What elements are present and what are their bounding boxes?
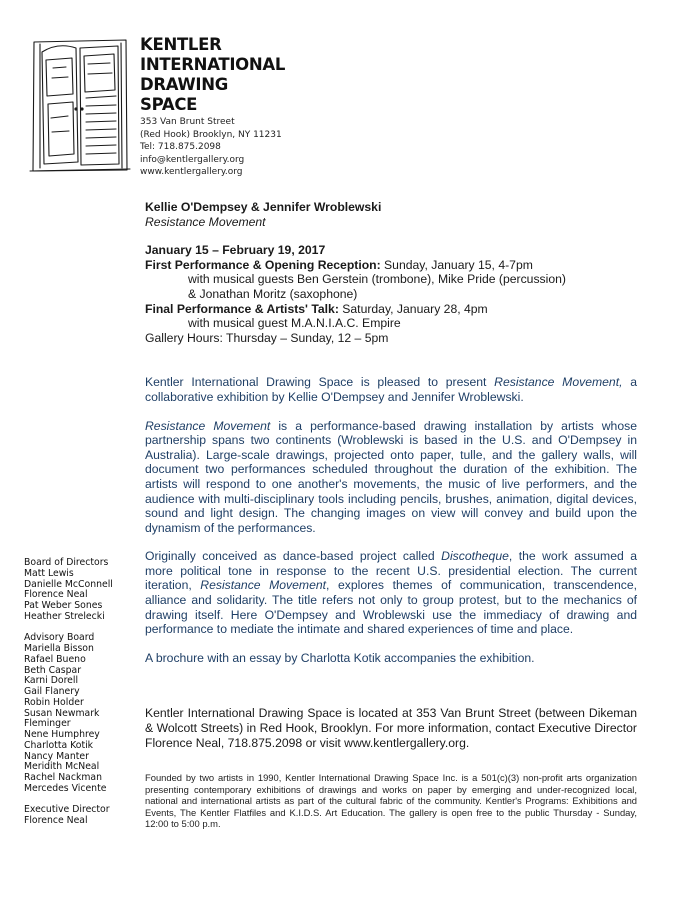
opening-label: First Performance & Opening Reception: — [145, 257, 381, 272]
concept-text: , the work assumed a more political tone in response to the recent U.S. presidential election. The current iteration, — [145, 549, 637, 593]
advisory-member: Robin Holder — [24, 696, 84, 708]
address-city: (Red Hook) Brooklyn, NY 11231 — [140, 129, 282, 140]
opening-reception — [145, 258, 637, 273]
brochure-paragraph: A brochure with an essay by Charlotta Kotik accompanies the exhibition. — [145, 650, 535, 665]
opening-guests-line: & Jonathan Moritz (saxophone) — [188, 286, 358, 301]
board-heading: Board of Directors — [24, 557, 109, 568]
concept-paragraph — [145, 549, 637, 637]
advisory-member: Mercedes Vicente — [24, 782, 107, 794]
board-member: Pat Weber Sones — [24, 600, 103, 611]
advisory-member: Meridith McNeal — [24, 761, 100, 773]
advisory-member: Susan Newmark — [24, 707, 100, 719]
advisory-member: Nene Humphrey — [24, 729, 100, 740]
advisory-heading: Advisory Board — [24, 632, 95, 644]
concept-title: Resistance Movement — [200, 578, 327, 593]
board-member: Heather Strelecki — [24, 610, 105, 622]
gallery-address — [140, 116, 282, 179]
concept-text: , explores themes of communication, transcendence, alliance and solidarity. The title refers not only to group protest, but to the mechanics of drawing itself. Here O'Dempsey and Wroblewski use the immediacy of drawing and performance to mediate the intimate and shared experiences of time and place. — [145, 578, 637, 637]
intro-text: a collaborative exhibition by Kellie O'Dempsey and Jennifer Wroblewski. — [145, 375, 637, 404]
location-paragraph: Kentler International Drawing Space is located at 353 Van Brunt Street (between Dikeman & Wolcott Streets) in Red Hook, Brooklyn. For more information, contact Executive Director Florence Neal, 718.875.2098 or visit www.kentlergallery.org. — [145, 706, 637, 750]
executive-director-name: Florence Neal — [24, 815, 88, 826]
exhibition-title: Resistance Movement — [145, 214, 266, 229]
executive-heading: Executive Director — [24, 804, 110, 816]
gallery-doorway-drawing — [28, 34, 132, 174]
address-phone: Tel: 718.875.2098 — [140, 142, 221, 153]
organization-footnote: Founded by two artists in 1990, Kentler International Drawing Space Inc. is a 501(c)(3) non-profit arts organization presenting contemporary exhibitions of drawings and works on paper by emerging and under-recognized local, national and international artists as part of the cultural fabric of the community. Kentler's Programs: Exhibitions and Events, The Kentler Flatfiles and K.I.D.S. Art Education. The gallery is open free to the public Thursday - Sunday, 12:00 to 5:00 p.m. — [145, 772, 637, 829]
advisory-member: Beth Caspar — [24, 664, 82, 676]
address-street: 353 Van Brunt Street — [140, 117, 235, 127]
opening-datetime: Sunday, January 15, 4-7pm — [380, 257, 533, 272]
gallery-name-line: INTERNATIONAL — [140, 55, 286, 74]
exhibition-artists: Kellie O'Dempsey & Jennifer Wroblewski — [145, 200, 382, 214]
advisory-member: Mariella Bisson — [24, 643, 94, 654]
board-sidebar — [24, 558, 113, 827]
gallery-hours: Gallery Hours: Thursday – Sunday, 12 – 5pm — [145, 330, 389, 345]
board-member: Florence Neal — [24, 589, 88, 601]
advisory-member: Gail Flanery — [24, 686, 80, 697]
opening-guests-line: with musical guests Ben Gerstein (trombone), Mike Pride (percussion) — [188, 272, 566, 287]
advisory-member: Fleminger — [24, 718, 71, 730]
advisory-member: Rafael Bueno — [24, 653, 86, 665]
gallery-name-line: SPACE — [140, 95, 198, 114]
intro-paragraph — [145, 375, 637, 404]
final-performance — [145, 302, 637, 317]
concept-discotheque: Discotheque — [441, 549, 509, 564]
advisory-member: Charlotta Kotik — [24, 739, 94, 751]
description-text: is a performance-based drawing installation by artists whose partnership spans two continents (Wroblewski is based in the U.S. and O'Dempsey in Australia). Large-scale drawings, projected onto paper, tulle, and the gallery walls, will document two performances scheduled throughout the duration of the exhibition. The artists will respond to one another's movements, the music of live performers, and the audience with multi-disciplinary tools including pencils, brushes, animation, digital devices, sound and light design. The changing images on view will convey and build upon the dynamism of the performances. — [145, 418, 637, 535]
description-paragraph — [145, 419, 637, 536]
gallery-name — [140, 35, 285, 115]
gallery-name-line: KENTLER — [140, 35, 222, 54]
press-release-body — [145, 200, 637, 750]
advisory-member: Karni Dorell — [24, 675, 79, 687]
address-website[interactable]: www.kentlergallery.org — [140, 167, 243, 178]
final-guest-line: with musical guest M.A.N.I.A.C. Empire — [188, 316, 401, 331]
final-datetime: Saturday, January 28, 4pm — [338, 301, 488, 316]
intro-title: Resistance Movement, — [494, 375, 623, 390]
board-member: Danielle McConnell — [24, 578, 113, 590]
board-member: Matt Lewis — [24, 567, 74, 579]
final-label: Final Performance & Artists' Talk: — [145, 301, 339, 316]
intro-text: Kentler International Drawing Space is pleased to present — [145, 375, 495, 390]
concept-text: Originally conceived as dance-based project called — [145, 549, 442, 564]
address-email[interactable]: info@kentlergallery.org — [140, 154, 245, 165]
description-title: Resistance Movement — [145, 418, 271, 433]
gallery-name-line: DRAWING — [140, 75, 229, 94]
advisory-member: Nancy Manter — [24, 750, 89, 762]
advisory-member: Rachel Nackman — [24, 772, 103, 783]
exhibition-dates: January 15 – February 19, 2017 — [145, 243, 326, 258]
